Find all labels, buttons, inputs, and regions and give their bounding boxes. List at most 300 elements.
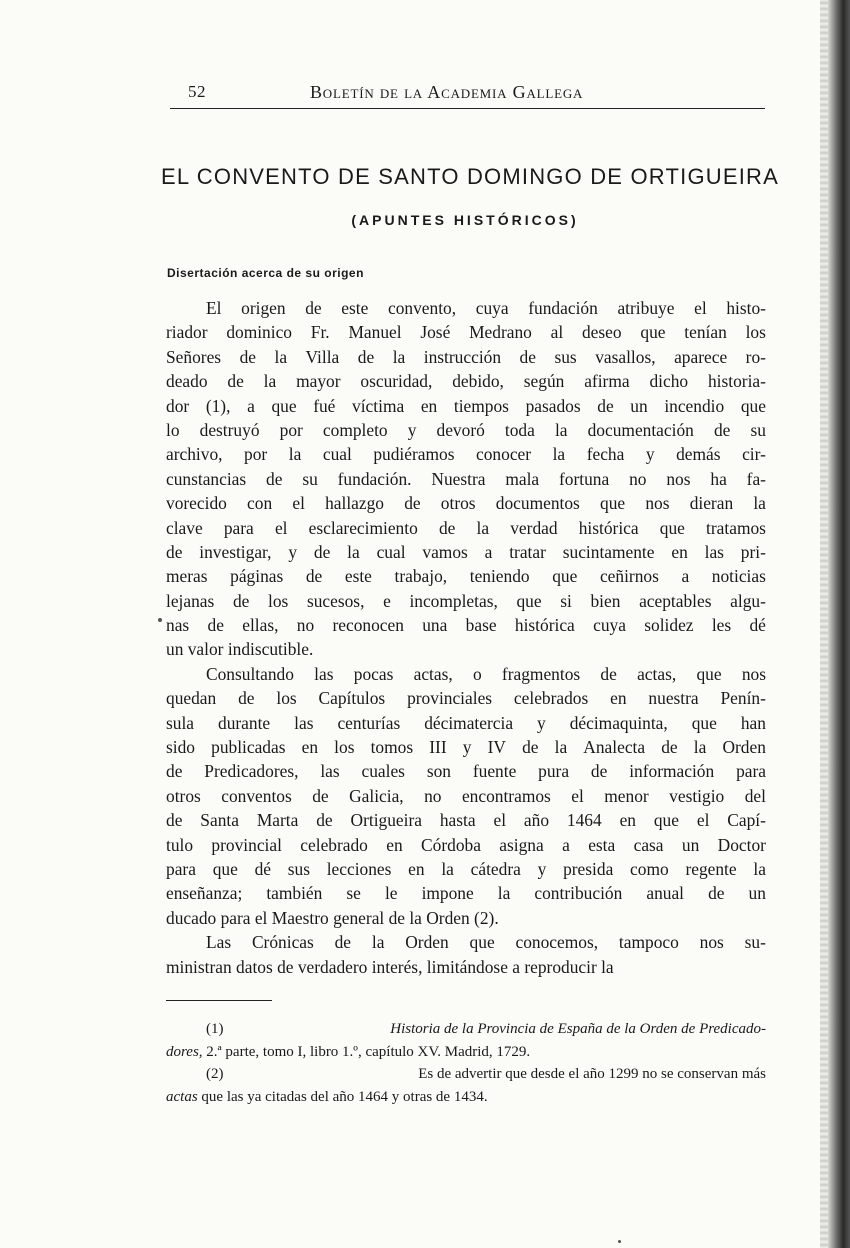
word: enseñanza; <box>166 883 243 904</box>
word: el <box>493 810 507 831</box>
word: que <box>691 712 717 733</box>
text-line-content <box>166 345 766 369</box>
word: también <box>266 883 323 904</box>
word: menor <box>604 785 649 806</box>
word: la <box>753 493 766 514</box>
word: fa- <box>746 468 766 489</box>
word: de <box>238 688 255 709</box>
word: vasallos, <box>595 346 656 367</box>
word: base <box>465 615 497 636</box>
article-subtitle: (APUNTES HISTÓRICOS) <box>351 212 579 228</box>
word: o <box>472 663 482 684</box>
word: son <box>426 761 451 782</box>
word: décimaquinta, <box>569 712 668 733</box>
word: Predicadores, <box>204 761 299 782</box>
text-line-content <box>166 613 766 637</box>
word: de <box>357 346 375 367</box>
word: de <box>207 615 224 636</box>
text-line <box>166 418 766 442</box>
word: mala <box>505 468 540 489</box>
footnote-2-line-2-italic: actas <box>166 1088 198 1105</box>
word: para <box>223 517 254 538</box>
text-line <box>166 930 766 954</box>
text-line-content <box>166 320 766 344</box>
word: se <box>346 883 361 904</box>
text-line <box>166 296 766 320</box>
text-line <box>166 589 766 613</box>
word: pocas <box>353 663 394 684</box>
word: demás <box>676 444 721 465</box>
word: no <box>629 468 647 489</box>
word: Analecta <box>583 737 646 758</box>
word: conocemos, <box>515 932 599 953</box>
text-line-content <box>166 467 766 491</box>
word: dor <box>166 395 190 416</box>
word: impone <box>421 883 474 904</box>
word: oscuridad, <box>360 371 433 392</box>
word: que <box>696 663 722 684</box>
text-line-content <box>206 662 766 686</box>
text-line-content <box>166 394 766 418</box>
word: los <box>745 322 766 343</box>
word: y <box>645 444 655 465</box>
word: sula <box>166 712 195 733</box>
footnote-2-number: (2) <box>206 1066 224 1082</box>
text-line <box>166 564 766 588</box>
word: pura <box>538 761 570 782</box>
word: de <box>313 541 331 562</box>
text-line-content <box>166 808 766 832</box>
footnote-1-text: Historia de la Provincia de España de la Orden de Predicado- <box>390 1021 766 1037</box>
word: vestigio <box>669 785 725 806</box>
word: que <box>212 858 238 879</box>
word: investigar, <box>199 541 272 562</box>
word: de <box>597 395 614 416</box>
word: meras <box>166 566 208 587</box>
word: un <box>681 834 700 855</box>
section-heading: Disertación acerca de su origen <box>167 266 364 280</box>
word: clave <box>166 517 203 538</box>
footnote-2-line-2-text: que las ya citadas del año 1464 y otras de 1434. <box>197 1088 488 1105</box>
word: a <box>247 395 255 416</box>
word: pri- <box>740 541 766 562</box>
word: centurías <box>337 712 401 733</box>
word: debido, <box>452 371 504 392</box>
word: cátedra <box>470 858 521 879</box>
word: los <box>276 688 297 709</box>
word: histórica <box>578 517 639 538</box>
word: en <box>301 737 319 758</box>
word: ro- <box>745 346 766 367</box>
word: noticias <box>711 566 766 587</box>
word: sucintamente <box>562 541 655 562</box>
word: décimatercia <box>424 712 514 733</box>
text-line <box>166 711 766 735</box>
word: en <box>420 395 438 416</box>
word: cuya <box>593 615 626 636</box>
word: la <box>441 858 454 879</box>
word: que <box>600 493 626 514</box>
word: ellas, <box>242 615 279 636</box>
text-line-content <box>166 881 766 905</box>
word: (1), <box>205 395 231 416</box>
text-line <box>166 320 766 344</box>
word: la <box>371 932 385 953</box>
word: Medrano <box>469 322 532 343</box>
word: el <box>571 785 584 806</box>
word: anual <box>646 883 685 904</box>
word: destruyó <box>199 419 260 440</box>
word: sido <box>166 737 195 758</box>
word: de <box>334 932 352 953</box>
word: no <box>296 615 315 636</box>
footnote-1-line-2-italic: dores, <box>166 1043 203 1060</box>
word: las <box>314 663 334 684</box>
word: lecciones <box>326 858 392 879</box>
text-line <box>166 394 766 418</box>
word: verdad <box>510 517 558 538</box>
footnote-1-line-2 <box>166 1041 766 1064</box>
word: pudiéramos <box>373 444 455 465</box>
word: Doctor <box>717 834 766 855</box>
word: deado <box>166 371 208 392</box>
word: de <box>522 737 539 758</box>
word: el <box>274 517 288 538</box>
text-line <box>166 491 766 515</box>
book-binding-edge <box>828 0 850 1248</box>
word: de <box>239 346 256 367</box>
text-line-content <box>166 491 766 515</box>
word: publicadas <box>211 737 286 758</box>
text-line <box>166 881 766 905</box>
word: 1464 <box>566 810 602 831</box>
word: hasta <box>439 810 476 831</box>
text-line-content: ministran datos de verdadero interés, limitándose a reproducir la <box>166 956 614 977</box>
word: otros <box>440 493 476 514</box>
word: la <box>693 737 707 758</box>
word: documentos <box>495 493 580 514</box>
word: por <box>279 419 303 440</box>
word: el <box>696 810 710 831</box>
word: y <box>537 712 546 733</box>
word: su <box>302 468 318 489</box>
word: y <box>407 419 417 440</box>
word: Ortigueira <box>350 810 422 831</box>
word: fuente <box>472 761 517 782</box>
footnote-2-line-2 <box>166 1086 766 1109</box>
word: ceñirnos <box>599 566 659 587</box>
word: Las <box>206 932 232 953</box>
word: del <box>744 785 766 806</box>
word: de <box>166 810 183 831</box>
word: cual <box>322 444 352 465</box>
word: encontramos <box>461 785 551 806</box>
text-line-content <box>166 686 766 710</box>
word: vamos <box>422 541 468 562</box>
word: conventos <box>221 785 292 806</box>
word: tomos <box>370 737 414 758</box>
page-header <box>180 78 765 106</box>
word: de <box>404 493 421 514</box>
word: instrucción <box>423 346 502 367</box>
word: la <box>392 346 406 367</box>
word: Marta <box>256 810 299 831</box>
text-line-content <box>206 296 766 320</box>
word: devoró <box>436 419 485 440</box>
word: Nuestra <box>431 468 486 489</box>
word: histórica <box>514 615 575 636</box>
word: nos <box>645 493 670 514</box>
word: fundación. <box>337 468 412 489</box>
word: historia- <box>707 371 766 392</box>
word: contribución <box>534 883 623 904</box>
word: en <box>671 541 688 562</box>
word: la <box>554 737 568 758</box>
word: fragmentos <box>501 663 581 684</box>
word: sus <box>287 858 310 879</box>
text-line-content <box>166 540 766 564</box>
word: de <box>166 761 183 782</box>
word: y <box>537 858 547 879</box>
word: de <box>661 737 678 758</box>
word: Fr. <box>310 322 330 343</box>
word: mayor <box>296 371 341 392</box>
text-line-content <box>166 735 766 759</box>
word: atribuye <box>617 298 675 318</box>
word: nas <box>166 615 190 636</box>
word: como <box>630 858 669 879</box>
word: la <box>476 517 490 538</box>
word: su- <box>744 932 766 953</box>
word: archivo, <box>166 444 223 465</box>
text-line-content <box>166 564 766 588</box>
text-line-content: un valor indiscutible. <box>166 639 314 660</box>
word: han <box>740 712 766 733</box>
word: toda <box>504 419 535 440</box>
text-line-content <box>166 833 766 857</box>
word: año <box>523 810 550 831</box>
word: Manuel <box>348 322 402 343</box>
word: que <box>640 322 666 343</box>
word: cir- <box>742 444 766 465</box>
word: bien <box>590 590 621 611</box>
word: provinciales <box>407 688 493 709</box>
word: Capítulos <box>318 688 386 709</box>
text-line <box>166 662 766 686</box>
page-edge-texture <box>820 0 828 1248</box>
word: para <box>166 858 196 879</box>
word: la <box>554 419 568 440</box>
word: que <box>740 395 766 416</box>
word: en <box>610 688 627 709</box>
word: Córdoba <box>421 834 481 855</box>
text-line <box>166 759 766 783</box>
word: nuestra <box>648 688 699 709</box>
word: cuya <box>475 298 509 318</box>
text-line <box>166 613 766 637</box>
word: trabajo, <box>394 566 448 587</box>
text-line <box>166 784 766 808</box>
text-line <box>166 735 766 759</box>
word: algu- <box>730 590 766 611</box>
text-line-content <box>206 930 766 954</box>
word: fortuna <box>559 468 610 489</box>
word: este <box>341 298 369 318</box>
word: de <box>519 346 536 367</box>
word: Galicia, <box>349 785 404 806</box>
word: Villa <box>305 346 340 367</box>
word: esta <box>588 834 616 855</box>
word: dé <box>254 858 271 879</box>
text-line <box>166 686 766 710</box>
word: tratamos <box>706 517 766 538</box>
word: afirma <box>584 371 630 392</box>
word: tampoco <box>618 932 679 953</box>
word: tenían <box>684 322 727 343</box>
word: presida <box>563 858 614 879</box>
footnotes <box>166 1018 766 1108</box>
footnote-1-line-2-text: 2.ª parte, tomo I, libro 1.º, capítulo XV. Madrid, 1729. <box>202 1043 531 1060</box>
word: lejanas <box>166 590 215 611</box>
word: que <box>653 810 679 831</box>
word: la <box>753 858 766 879</box>
word: de <box>305 566 323 587</box>
word: la <box>347 541 360 562</box>
word: nos <box>741 663 766 684</box>
word: esclarecimiento <box>308 517 418 538</box>
word: asigna <box>499 834 544 855</box>
text-line-content <box>166 418 766 442</box>
text-line <box>166 345 766 369</box>
word: un <box>748 883 766 904</box>
word: Señores <box>166 346 222 367</box>
running-title: Boletín de la Academia Gallega <box>310 82 584 102</box>
word: si <box>560 590 572 611</box>
word: Orden <box>722 737 766 758</box>
word: a <box>484 541 493 562</box>
word: reconocen <box>332 615 404 636</box>
word: de <box>316 810 333 831</box>
footnote-rule <box>166 1000 272 1001</box>
text-line <box>166 637 766 661</box>
word: para <box>736 761 766 782</box>
word: IV <box>487 737 506 758</box>
word: con <box>247 493 273 514</box>
word: casa <box>633 834 664 855</box>
word: El <box>206 298 222 318</box>
word: tiempos <box>453 395 509 416</box>
word: aparece <box>674 346 728 367</box>
word: deseo <box>581 322 622 343</box>
word: tratar <box>509 541 546 562</box>
word: páginas <box>230 566 284 587</box>
word: regente <box>685 858 737 879</box>
word: de <box>166 541 183 562</box>
text-line-content <box>166 784 766 808</box>
text-line-content <box>166 369 766 393</box>
word: la <box>288 444 302 465</box>
word: de <box>305 298 322 318</box>
word: cunstancias <box>166 468 247 489</box>
word: cuales <box>361 761 405 782</box>
word: celebrados <box>513 688 589 709</box>
word: fué <box>313 395 336 416</box>
word: no <box>424 785 442 806</box>
word: la <box>274 346 288 367</box>
text-line <box>166 467 766 491</box>
word: los <box>334 737 355 758</box>
paragraph-2 <box>166 662 766 930</box>
word: José <box>420 322 451 343</box>
text-line-content: ducado para el Maestro general de la Orden (2). <box>166 907 499 928</box>
word: e <box>383 590 391 611</box>
word: cual <box>376 541 406 562</box>
text-line <box>166 906 766 930</box>
word: incompletas, <box>409 590 498 611</box>
word: fundación <box>528 298 598 318</box>
paragraph-1 <box>166 296 766 662</box>
word: que <box>552 566 578 587</box>
word: lo <box>166 419 180 440</box>
print-speck <box>618 1240 621 1243</box>
text-line <box>166 857 766 881</box>
word: fecha <box>586 444 625 465</box>
text-line-content <box>166 516 766 540</box>
word: que <box>271 395 297 416</box>
word: dicho <box>649 371 689 392</box>
footnote-1-number: (1) <box>206 1021 224 1037</box>
text-line <box>166 540 766 564</box>
text-line <box>166 808 766 832</box>
word: riador <box>166 322 208 343</box>
paragraph-3 <box>166 930 766 979</box>
word: su <box>750 419 766 440</box>
word: actas, <box>413 663 453 684</box>
text-line <box>166 833 766 857</box>
word: de <box>438 517 456 538</box>
word: histo- <box>726 298 766 318</box>
word: tulo <box>166 834 194 855</box>
page-number: 52 <box>188 82 206 101</box>
word: la <box>263 371 277 392</box>
word: Orden <box>405 932 449 953</box>
word: durante <box>218 712 271 733</box>
word: convento, <box>388 298 457 318</box>
text-line-content <box>166 857 766 881</box>
word: les <box>711 615 732 636</box>
word: solidez <box>644 615 694 636</box>
word: el <box>694 298 707 318</box>
word: en <box>408 858 425 879</box>
text-line <box>166 516 766 540</box>
text-line-content <box>166 442 766 466</box>
footnote-1-line-1 <box>166 1018 766 1041</box>
word: por <box>244 444 268 465</box>
word: hallazgo <box>325 493 384 514</box>
word: a <box>681 566 690 587</box>
word: en <box>619 810 636 831</box>
text-line <box>166 955 766 979</box>
word: origen <box>241 298 286 318</box>
word: de <box>232 590 250 611</box>
word: la <box>552 444 566 465</box>
word: y <box>462 737 472 758</box>
text-line-content <box>166 759 766 783</box>
footnote-2-line-1 <box>166 1063 766 1086</box>
word: las <box>294 712 314 733</box>
word: sucesos, <box>306 590 365 611</box>
word: Penín- <box>720 688 766 709</box>
